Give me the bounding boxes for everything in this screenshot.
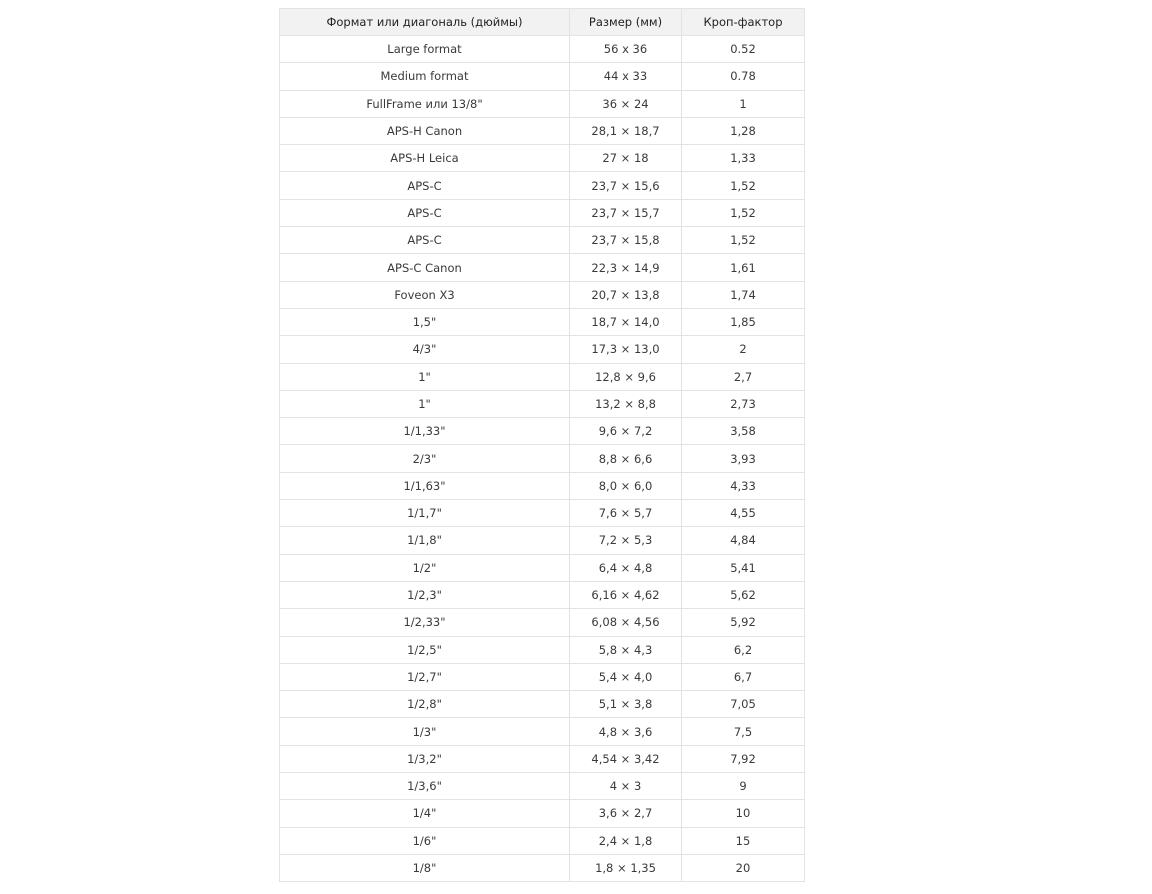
crop-factor-cell: 2 [682,336,805,363]
size-cell: 23,7 × 15,7 [570,199,682,226]
size-cell: 18,7 × 14,0 [570,308,682,335]
size-cell: 36 × 24 [570,90,682,117]
size-cell: 4,8 × 3,6 [570,718,682,745]
format-cell: FullFrame или 13/8" [280,90,570,117]
format-cell: 1/2,3" [280,581,570,608]
crop-factor-cell: 5,92 [682,609,805,636]
column-header-crop-factor: Кроп-фактор [682,9,805,36]
crop-factor-cell: 0.78 [682,63,805,90]
table-row [280,36,805,63]
table-header-row [280,9,805,36]
size-cell: 8,8 × 6,6 [570,445,682,472]
size-cell: 20,7 × 13,8 [570,281,682,308]
table-row [280,745,805,772]
format-cell: APS-C [280,172,570,199]
format-cell: 1/6" [280,827,570,854]
format-cell: 1" [280,363,570,390]
size-cell: 7,6 × 5,7 [570,500,682,527]
crop-factor-cell: 4,33 [682,472,805,499]
crop-factor-cell: 1,28 [682,117,805,144]
size-cell: 4,54 × 3,42 [570,745,682,772]
table-row [280,363,805,390]
table-row [280,336,805,363]
sensor-crop-table-container [279,8,804,882]
size-cell: 4 × 3 [570,773,682,800]
crop-factor-cell: 1,85 [682,308,805,335]
table-row [280,800,805,827]
crop-factor-cell: 1,61 [682,254,805,281]
table-row [280,117,805,144]
format-cell: 1/2,7" [280,663,570,690]
table-row [280,827,805,854]
format-cell: 1/8" [280,854,570,881]
crop-factor-cell: 6,7 [682,663,805,690]
crop-factor-cell: 2,73 [682,390,805,417]
format-cell: 1/1,7" [280,500,570,527]
format-cell: APS-H Leica [280,145,570,172]
column-header-format: Формат или диагональ (дюймы) [280,9,570,36]
table-row [280,718,805,745]
table-row [280,500,805,527]
size-cell: 6,08 × 4,56 [570,609,682,636]
size-cell: 23,7 × 15,6 [570,172,682,199]
sensor-crop-factor-table [279,8,805,882]
format-cell: APS-C Canon [280,254,570,281]
table-row [280,308,805,335]
crop-factor-cell: 1,33 [682,145,805,172]
format-cell: 1,5" [280,308,570,335]
crop-factor-cell: 0.52 [682,36,805,63]
format-cell: 4/3" [280,336,570,363]
table-row [280,527,805,554]
size-cell: 2,4 × 1,8 [570,827,682,854]
format-cell: 2/3" [280,445,570,472]
crop-factor-cell: 6,2 [682,636,805,663]
column-header-size: Размер (мм) [570,9,682,36]
crop-factor-cell: 1,74 [682,281,805,308]
size-cell: 12,8 × 9,6 [570,363,682,390]
size-cell: 22,3 × 14,9 [570,254,682,281]
crop-factor-cell: 1,52 [682,172,805,199]
size-cell: 13,2 × 8,8 [570,390,682,417]
table-row [280,691,805,718]
size-cell: 17,3 × 13,0 [570,336,682,363]
size-cell: 3,6 × 2,7 [570,800,682,827]
table-row [280,445,805,472]
format-cell: 1/1,33" [280,418,570,445]
format-cell: 1/1,63" [280,472,570,499]
table-row [280,281,805,308]
table-header [280,9,805,36]
table-row [280,609,805,636]
format-cell: APS-H Canon [280,117,570,144]
format-cell: 1/2" [280,554,570,581]
size-cell: 9,6 × 7,2 [570,418,682,445]
size-cell: 6,16 × 4,62 [570,581,682,608]
table-row [280,199,805,226]
crop-factor-cell: 7,92 [682,745,805,772]
format-cell: 1/2,33" [280,609,570,636]
table-row [280,254,805,281]
format-cell: APS-C [280,199,570,226]
table-row [280,854,805,881]
size-cell: 6,4 × 4,8 [570,554,682,581]
size-cell: 7,2 × 5,3 [570,527,682,554]
crop-factor-cell: 7,05 [682,691,805,718]
crop-factor-cell: 3,93 [682,445,805,472]
format-cell: Large format [280,36,570,63]
size-cell: 1,8 × 1,35 [570,854,682,881]
table-row [280,472,805,499]
crop-factor-cell: 20 [682,854,805,881]
format-cell: APS-C [280,227,570,254]
table-row [280,390,805,417]
format-cell: Medium format [280,63,570,90]
crop-factor-cell: 5,62 [682,581,805,608]
crop-factor-cell: 2,7 [682,363,805,390]
crop-factor-cell: 1,52 [682,199,805,226]
format-cell: 1/1,8" [280,527,570,554]
format-cell: 1/3" [280,718,570,745]
size-cell: 5,8 × 4,3 [570,636,682,663]
format-cell: Foveon X3 [280,281,570,308]
size-cell: 28,1 × 18,7 [570,117,682,144]
size-cell: 44 x 33 [570,63,682,90]
crop-factor-cell: 9 [682,773,805,800]
table-body [280,36,805,882]
table-row [280,418,805,445]
table-row [280,145,805,172]
size-cell: 56 x 36 [570,36,682,63]
size-cell: 23,7 × 15,8 [570,227,682,254]
table-row [280,554,805,581]
size-cell: 8,0 × 6,0 [570,472,682,499]
size-cell: 27 × 18 [570,145,682,172]
table-row [280,636,805,663]
crop-factor-cell: 7,5 [682,718,805,745]
table-row [280,663,805,690]
table-row [280,773,805,800]
crop-factor-cell: 1,52 [682,227,805,254]
crop-factor-cell: 1 [682,90,805,117]
crop-factor-cell: 10 [682,800,805,827]
format-cell: 1" [280,390,570,417]
crop-factor-cell: 15 [682,827,805,854]
table-row [280,581,805,608]
table-row [280,90,805,117]
table-row [280,227,805,254]
crop-factor-cell: 5,41 [682,554,805,581]
table-row [280,63,805,90]
crop-factor-cell: 4,84 [682,527,805,554]
crop-factor-cell: 3,58 [682,418,805,445]
format-cell: 1/2,5" [280,636,570,663]
format-cell: 1/3,2" [280,745,570,772]
format-cell: 1/2,8" [280,691,570,718]
size-cell: 5,1 × 3,8 [570,691,682,718]
crop-factor-cell: 4,55 [682,500,805,527]
format-cell: 1/4" [280,800,570,827]
table-row [280,172,805,199]
size-cell: 5,4 × 4,0 [570,663,682,690]
format-cell: 1/3,6" [280,773,570,800]
